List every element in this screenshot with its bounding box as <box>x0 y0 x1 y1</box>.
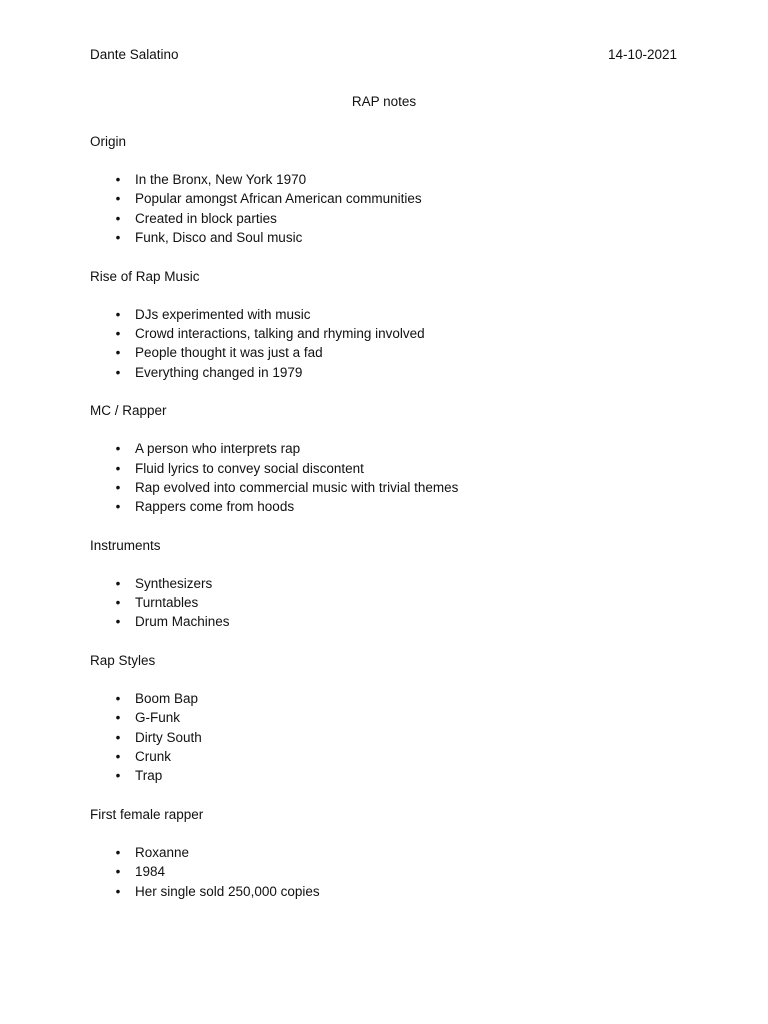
bullet-icon: • <box>115 479 121 495</box>
list-item <box>90 593 690 612</box>
list-item-text: Rap evolved into commercial music with trivial themes <box>135 479 459 495</box>
list-item-text: Drum Machines <box>135 614 230 630</box>
list-item <box>90 305 690 324</box>
bullet-icon: • <box>115 864 121 880</box>
list-item <box>90 228 690 247</box>
list-item <box>90 478 690 497</box>
bullet-list <box>90 170 690 248</box>
list-item <box>90 766 690 785</box>
list-item-text: Rappers come from hoods <box>135 499 295 515</box>
bullet-icon: • <box>115 844 121 860</box>
bullet-icon: • <box>115 325 121 341</box>
list-item <box>90 363 690 382</box>
bullet-icon: • <box>115 729 121 745</box>
list-item-text: Crowd interactions, talking and rhyming involved <box>135 325 425 341</box>
list-item-text: DJs experimented with music <box>135 306 311 322</box>
list-item-text: Popular amongst African American communities <box>135 191 422 207</box>
list-item <box>90 882 690 901</box>
list-item <box>90 170 690 189</box>
bullet-icon: • <box>115 575 121 591</box>
list-item <box>90 612 690 631</box>
list-item <box>90 497 690 516</box>
list-item-text: Crunk <box>135 749 172 765</box>
bullet-icon: • <box>115 460 121 476</box>
bullet-icon: • <box>115 749 121 765</box>
bullet-icon: • <box>115 595 121 611</box>
section-mc-rapper <box>90 401 690 517</box>
list-item-text: Funk, Disco and Soul music <box>135 230 303 246</box>
bullet-list <box>90 574 690 632</box>
list-item-text: In the Bronx, New York 1970 <box>135 172 307 187</box>
bullet-icon: • <box>115 364 121 380</box>
list-item <box>90 747 690 766</box>
document-title: RAP notes <box>351 94 417 109</box>
list-item-text: Synthesizers <box>135 575 213 591</box>
list-item-text: Dirty South <box>135 729 202 745</box>
list-item <box>90 189 690 208</box>
bullet-list <box>90 843 690 901</box>
list-item <box>90 343 690 362</box>
list-item <box>90 574 690 593</box>
list-item <box>90 439 690 458</box>
section-heading: MC / Rapper <box>90 403 167 419</box>
bullet-list <box>90 305 690 383</box>
list-item <box>90 689 690 708</box>
list-item-text: Her single sold 250,000 copies <box>135 883 320 899</box>
bullet-icon: • <box>115 768 121 784</box>
section-instruments <box>90 536 690 632</box>
document-body <box>90 132 690 920</box>
list-item-text: Fluid lyrics to convey social discontent <box>135 460 364 476</box>
bullet-icon: • <box>115 172 121 187</box>
section-heading: Rise of Rap Music <box>90 268 200 284</box>
document-date: 14-10-2021 <box>607 47 677 62</box>
list-item <box>90 728 690 747</box>
bullet-icon: • <box>115 441 121 457</box>
list-item-text: Roxanne <box>135 844 190 860</box>
bullet-icon: • <box>115 191 121 207</box>
list-item-text: Created in block parties <box>135 210 277 226</box>
section-heading: First female rapper <box>90 806 204 822</box>
list-item <box>90 459 690 478</box>
section-heading: Rap Styles <box>90 652 156 668</box>
list-item <box>90 708 690 727</box>
list-item <box>90 843 690 862</box>
section-rise-of-rap-music <box>90 267 690 383</box>
list-item-text: Turntables <box>135 595 199 611</box>
list-item <box>90 209 690 228</box>
section-origin <box>90 132 690 248</box>
bullet-icon: • <box>115 210 121 226</box>
bullet-icon: • <box>115 230 121 246</box>
section-first-female-rapper <box>90 805 690 901</box>
list-item-text: Everything changed in 1979 <box>135 364 303 380</box>
bullet-icon: • <box>115 306 121 322</box>
bullet-icon: • <box>115 690 121 706</box>
list-item-text: G-Funk <box>135 710 181 726</box>
list-item-text: Trap <box>135 768 163 784</box>
bullet-list <box>90 439 690 517</box>
section-heading: Instruments <box>90 537 161 553</box>
section-heading: Origin <box>90 134 127 149</box>
bullet-icon: • <box>115 614 121 630</box>
bullet-icon: • <box>115 710 121 726</box>
bullet-icon: • <box>115 345 121 361</box>
author-name: Dante Salatino <box>90 47 179 62</box>
section-rap-styles <box>90 651 690 786</box>
bullet-list <box>90 689 690 786</box>
list-item <box>90 862 690 881</box>
list-item-text: People thought it was just a fad <box>135 345 323 361</box>
list-item-text: Boom Bap <box>135 690 199 706</box>
list-item-text: 1984 <box>135 864 166 880</box>
bullet-icon: • <box>115 499 121 515</box>
list-item <box>90 324 690 343</box>
bullet-icon: • <box>115 883 121 899</box>
list-item-text: A person who interprets rap <box>135 441 301 457</box>
